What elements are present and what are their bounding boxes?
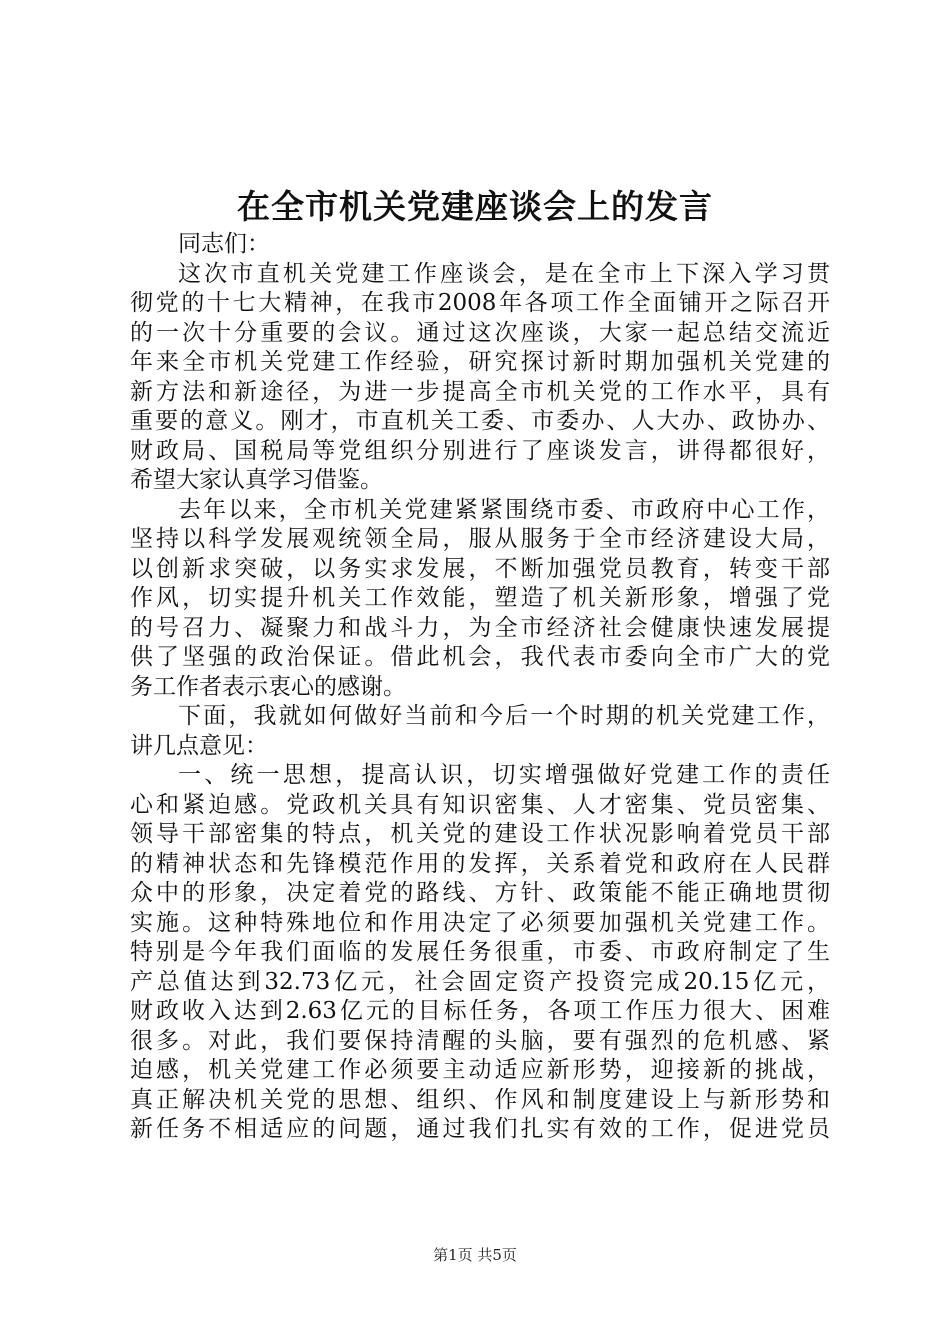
body-line: 希望大家认真学习借鉴。 [130,467,383,493]
body-line: 的精神状态和先锋模范作用的发挥，关系着党和政府在人民群 [130,850,830,877]
body-line: 财政局、国税局等党组织分别进行了座谈发言，讲得都很好， [130,437,830,464]
body-line: 真正解决机关党的思想、组织、作风和制度建设上与新形势和 [130,1086,830,1113]
body-line: 一、统一思想，提高认识，切实增强做好党建工作的责任 [178,762,830,788]
body-line: 去年以来，全市机关党建紧紧围绕市委、市政府中心工作， [178,496,830,523]
body-line: 以创新求突破，以务实求发展，不断加强党员教育，转变干部 [130,555,830,582]
body-line: 新方法和新途径，为进一步提高全市机关党的工作水平，具有 [130,378,830,405]
body-line: 领导干部密集的特点，机关党的建设工作状况影响着党员干部 [130,821,830,847]
body-line: 特别是今年我们面临的发展任务很重，市委、市政府制定了生 [130,939,830,965]
body-line: 很多。对此，我们要保持清醒的头脑，要有强烈的危机感、紧 [130,1027,830,1054]
body-line: 实施。这种特殊地位和作用决定了必须要加强机关党建工作。 [130,909,830,936]
body-line: 财政收入达到2.63亿元的目标任务，各项工作压力很大、困难 [130,998,830,1024]
body-line: 众中的形象，决定着党的路线、方针、政策能不能正确地贯彻 [130,880,830,906]
document-body [130,230,830,1145]
body-line: 彻党的十七大精神，在我市2008年各项工作全面铺开之际召开 [130,290,830,316]
body-line: 重要的意义。刚才，市直机关工委、市委办、人大办、政协办、 [130,408,830,434]
body-line: 坚持以科学发展观统领全局，服从服务于全市经济建设大局， [130,526,830,552]
body-line: 下面，我就如何做好当前和今后一个时期的机关党建工作， [178,703,830,729]
body-line: 的号召力、凝聚力和战斗力，为全市经济社会健康快速发展提 [130,614,830,641]
body-line: 产总值达到32.73亿元，社会固定资产投资完成20.15亿元， [130,968,830,995]
salutation-line: 同志们： [178,231,270,257]
page-footer: 第1页 共5页 [433,1246,517,1264]
body-line: 供了坚强的政治保证。借此机会，我代表市委向全市广大的党 [130,644,830,670]
document-title: 在全市机关党建座谈会上的发言 [237,187,713,226]
body-line: 讲几点意见： [130,732,268,759]
body-line: 务工作者表示衷心的感谢。 [130,673,406,700]
body-line: 心和紧迫感。党政机关具有知识密集、人才密集、党员密集、 [130,791,830,818]
body-line: 作风，切实提升机关工作效能，塑造了机关新形象，增强了党 [130,585,830,611]
body-line: 迫感，机关党建工作必须要主动适应新形势，迎接新的挑战， [130,1057,830,1083]
body-line: 这次市直机关党建工作座谈会，是在全市上下深入学习贯 [178,260,830,287]
body-line: 新任务不相适应的问题，通过我们扎实有效的工作，促进党员 [130,1116,830,1142]
body-line: 的一次十分重要的会议。通过这次座谈，大家一起总结交流近 [130,319,830,346]
body-line: 年来全市机关党建工作经验，研究探讨新时期加强机关党建的 [130,349,830,375]
